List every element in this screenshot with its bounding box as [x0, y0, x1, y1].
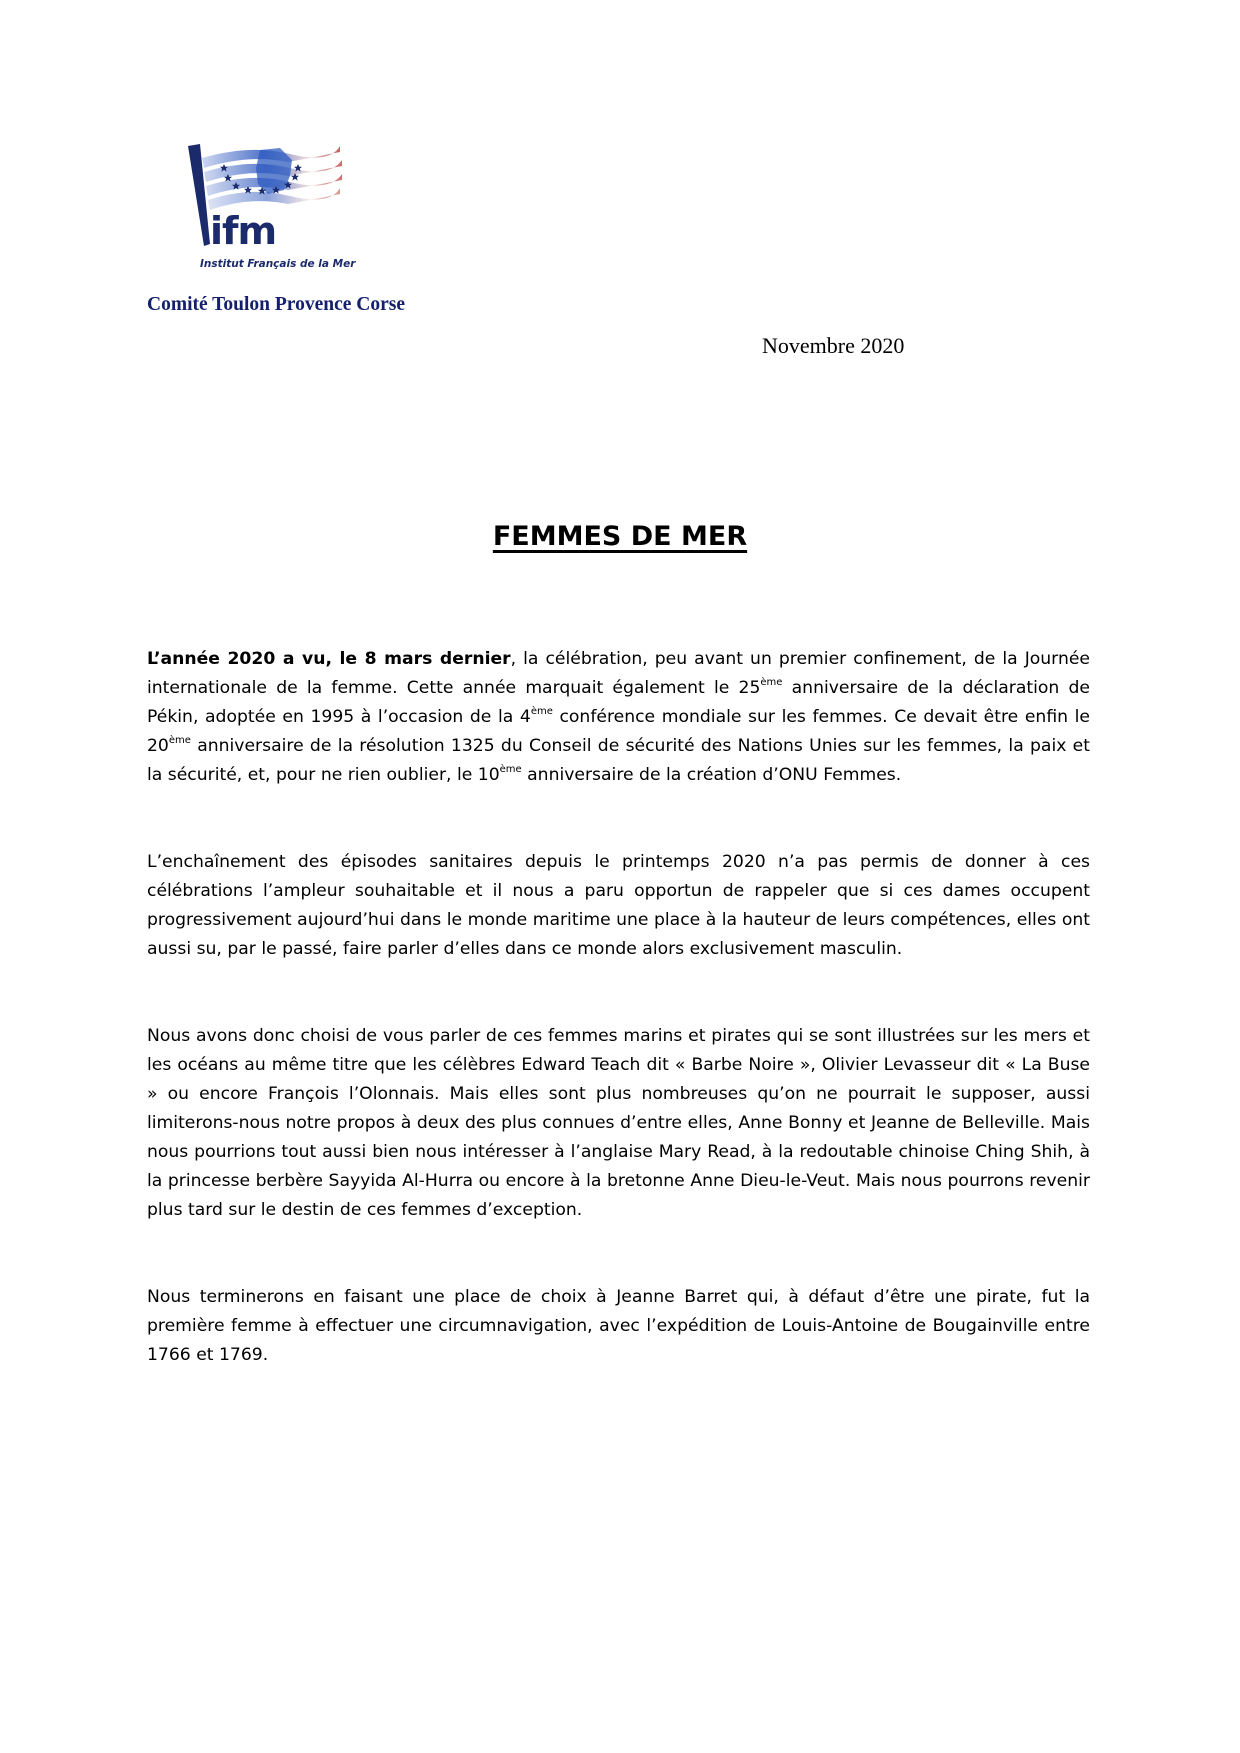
text-run: , la célébration, peu avant un premier confinement, de la Journée internationale de la femme. Cette année marquait également le 25: [147, 649, 1090, 698]
document-date: Novembre 2020: [762, 333, 905, 358]
committee-name: Comité Toulon Provence Corse: [147, 294, 405, 315]
text-run: conférence mondiale sur les femmes. Ce devait être enfin le 20: [147, 707, 1091, 756]
paragraph-text: Nous avons donc choisi de vous parler de ces femmes marins et pirates qui se sont illustrées sur les mers et les océans au même titre que les célèbres Edward Teach dit « Barbe Noire », Olivier Levasseur dit « La Buse » ou encore François l’Olonnais. Mais elles sont plus nombreuses qu’on ne pourrait le supposer, aussi limiterons-nous notre propos à deux des plus connues d’entre elles, Anne Bonny et Jeanne de Belleville. Mais nous pourrions tout aussi bien nous intéresser à l’anglaise Mary Read, à la redoutable chinoise Ching Shih, à la princesse berbère Sayyida Al-Hurra ou encore à la bretonne Anne Dieu-le-Veut. Mais nous pourrons revenir plus tard sur le destin de ces femmes d’exception.: [147, 1026, 1090, 1220]
text-run: anniversaire de la déclaration de Pékin, adoptée en 1995 à l’occasion de la 4: [147, 678, 1090, 727]
text-run: anniversaire de la résolution 1325 du Conseil de sécurité des Nations Unies sur les femmes, la paix et la sécurité, et, pour ne rien oublier, le 10: [147, 736, 1090, 785]
paragraph-text: L’enchaînement des épisodes sanitaires depuis le printemps 2020 n’a pas permis de donner à ces célébrations l’ampleur souhaitable et il nous a paru opportun de rappeler que si ces dames occupent progressivement aujourd’hui dans le monde maritime une place à la hauteur de leurs compétences, elles ont aussi su, par le passé, faire parler d’elles dans ce monde alors exclusivement masculin.: [147, 852, 1090, 959]
document-title-text: FEMMES DE MER: [492, 521, 748, 552]
paragraph-context: [147, 848, 1090, 964]
text-run: anniversaire de la création d’ONU Femmes.: [521, 765, 902, 785]
document-title: [0, 520, 1240, 554]
superscript: ème: [530, 706, 553, 717]
logo-caption: Institut Français de la Mer: [200, 258, 356, 270]
paragraph-text: Nous terminerons en faisant une place de choix à Jeanne Barret qui, à défaut d’être une pirate, fut la première femme à effectuer une circumnavigation, avec l’expédition de Louis-Antoine de Bougainville entre 1766 et 1769.: [147, 1287, 1090, 1365]
paragraph-intro: [147, 645, 1090, 790]
superscript: ème: [168, 735, 191, 746]
paragraph-pirates: [147, 1022, 1090, 1225]
superscript: ème: [499, 764, 522, 775]
paragraph-conclusion: [147, 1283, 1090, 1370]
ifm-flag-logo-icon: [180, 140, 350, 252]
superscript: ème: [760, 677, 783, 688]
paragraph-intro-lead: L’année 2020 a vu, le 8 mars dernier: [147, 649, 511, 669]
ifm-logo: [180, 140, 350, 252]
logo-wordmark: ifm: [210, 209, 277, 252]
